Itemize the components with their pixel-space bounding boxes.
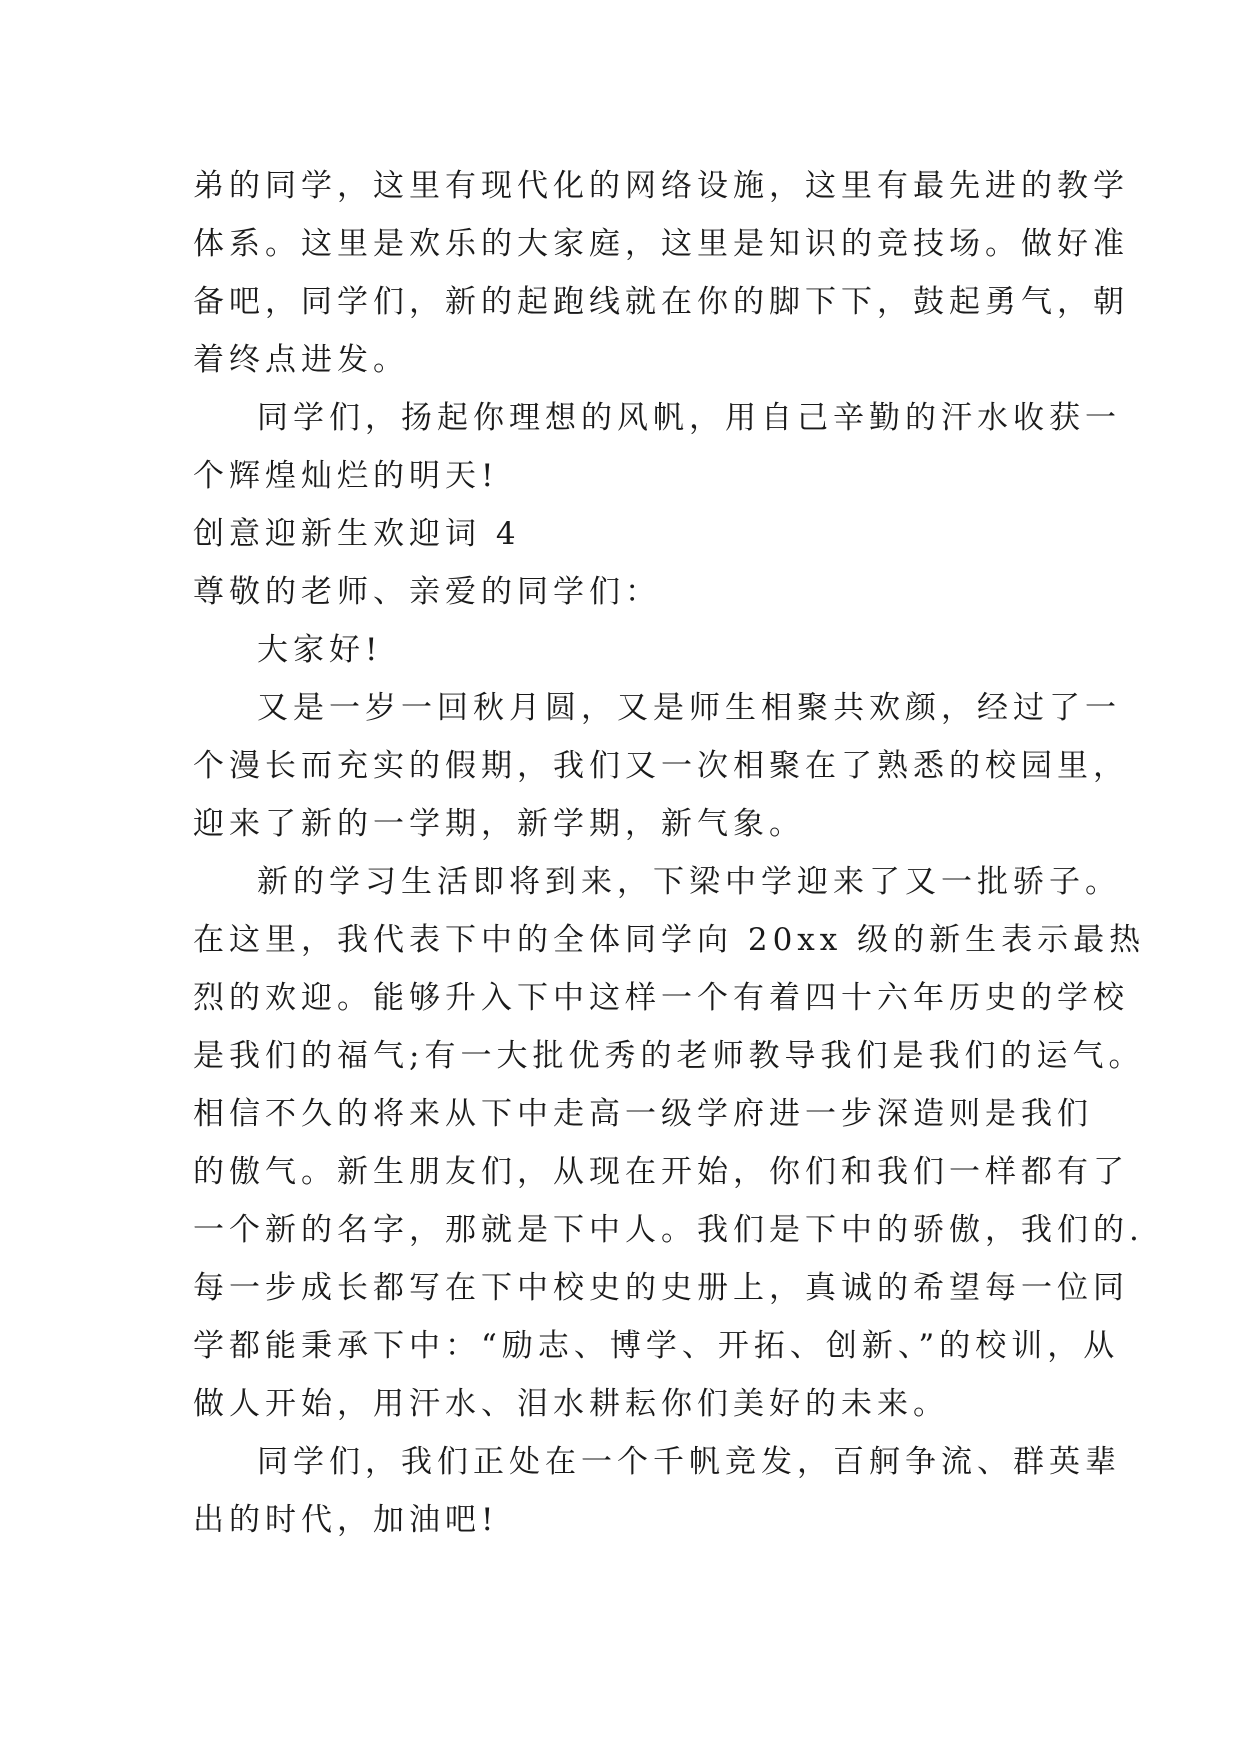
salutation: 尊敬的老师、亲爱的同学们： <box>193 574 661 610</box>
greeting: 大家好! <box>257 632 383 668</box>
paragraph-first-line: 又是一岁一回秋月圆，又是师生相聚共欢颜，经过了一 <box>257 690 1121 726</box>
body-text-line: 着终点进发。 <box>193 342 409 378</box>
body-text-line: 的傲气。新生朋友们，从现在开始，你们和我们一样都有了 <box>193 1154 1129 1190</box>
body-text-line: 个辉煌灿烂的明天! <box>193 458 499 494</box>
body-text-line: 个漫长而充实的假期，我们又一次相聚在了熟悉的校园里， <box>193 748 1129 784</box>
body-text-line: 做人开始，用汗水、泪水耕耘你们美好的未来。 <box>193 1386 949 1422</box>
body-text-line: 在这里，我代表下中的全体同学向 20xx 级的新生表示最热 <box>193 922 1146 958</box>
section-heading: 创意迎新生欢迎词 4 <box>193 516 521 552</box>
body-text-line: 备吧，同学们，新的起跑线就在你的脚下下，鼓起勇气，朝 <box>193 284 1129 320</box>
body-text-line: 是我们的福气;有一大批优秀的老师教导我们是我们的运气。 <box>193 1038 1145 1074</box>
body-text-line: 出的时代，加油吧! <box>193 1502 499 1538</box>
paragraph-first-line: 同学们，扬起你理想的风帆，用自己辛勤的汗水收获一 <box>257 400 1121 436</box>
body-text-line: 每一步成长都写在下中校史的史册上，真诚的希望每一位同 <box>193 1270 1129 1306</box>
paragraph-first-line: 同学们，我们正处在一个千帆竞发，百舸争流、群英辈 <box>257 1444 1121 1480</box>
body-text-line: 学都能秉承下中：“励志、博学、开拓、创新、”的校训，从 <box>193 1328 1120 1364</box>
body-text-line: 一个新的名字，那就是下中人。我们是下中的骄傲，我们的. <box>193 1212 1144 1248</box>
body-text-line: 弟的同学，这里有现代化的网络设施，这里有最先进的教学 <box>193 168 1129 204</box>
body-text-line: 烈的欢迎。能够升入下中这样一个有着四十六年历史的学校 <box>193 980 1129 1016</box>
paragraph-first-line: 新的学习生活即将到来，下梁中学迎来了又一批骄子。 <box>257 864 1121 900</box>
body-text-line: 迎来了新的一学期，新学期，新气象。 <box>193 806 805 842</box>
body-text-line: 相信不久的将来从下中走高一级学府进一步深造则是我们 <box>193 1096 1093 1132</box>
body-text-line: 体系。这里是欢乐的大家庭，这里是知识的竞技场。做好准 <box>193 226 1129 262</box>
